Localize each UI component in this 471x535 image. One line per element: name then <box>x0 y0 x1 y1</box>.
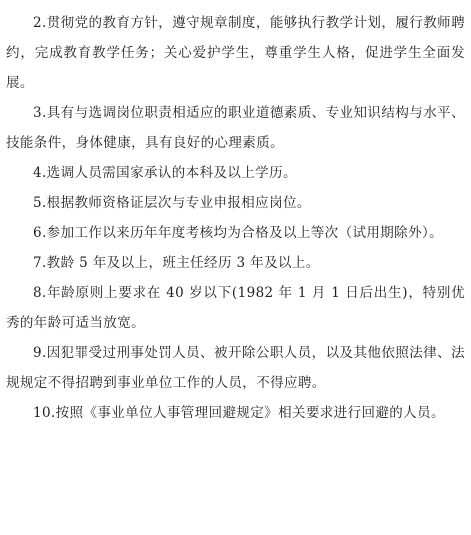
paragraph-item-4: 4.选调人员需国家承认的本科及以上学历。 <box>33 165 297 181</box>
paragraph-item-3: 3.具有与选调岗位职责相适应的职业道德素质、专业知识结构与水平、技能条件，身体健康，具有良好的心理素质。 <box>6 105 465 151</box>
paragraph-item-10: 10.按照《事业单位人事管理回避规定》相关要求进行回避的人员。 <box>33 405 445 421</box>
paragraph-item-7: 7.教龄 5 年及以上，班主任经历 3 年及以上。 <box>33 255 320 271</box>
paragraph-item-8: 8.年龄原则上要求在 40 岁以下(1982 年 1 月 1 日后出生)，特别优秀的年龄可适当放宽。 <box>6 285 465 331</box>
paragraph-item-2: 2.贯彻党的教育方针，遵守规章制度，能够执行教学计划，履行教师聘约，完成教育教学任务；关心爱护学生，尊重学生人格，促进学生全面发展。 <box>6 15 465 91</box>
paragraph-item-5: 5.根据教师资格证层次与专业申报相应岗位。 <box>33 195 311 211</box>
paragraph-item-6: 6.参加工作以来历年年度考核均为合格及以上等次（试用期除外）。 <box>33 225 444 241</box>
paragraph-item-9: 9.因犯罪受过刑事处罚人员、被开除公职人员，以及其他依照法律、法规规定不得招聘到事业单位工作的人员，不得应聘。 <box>6 345 465 391</box>
